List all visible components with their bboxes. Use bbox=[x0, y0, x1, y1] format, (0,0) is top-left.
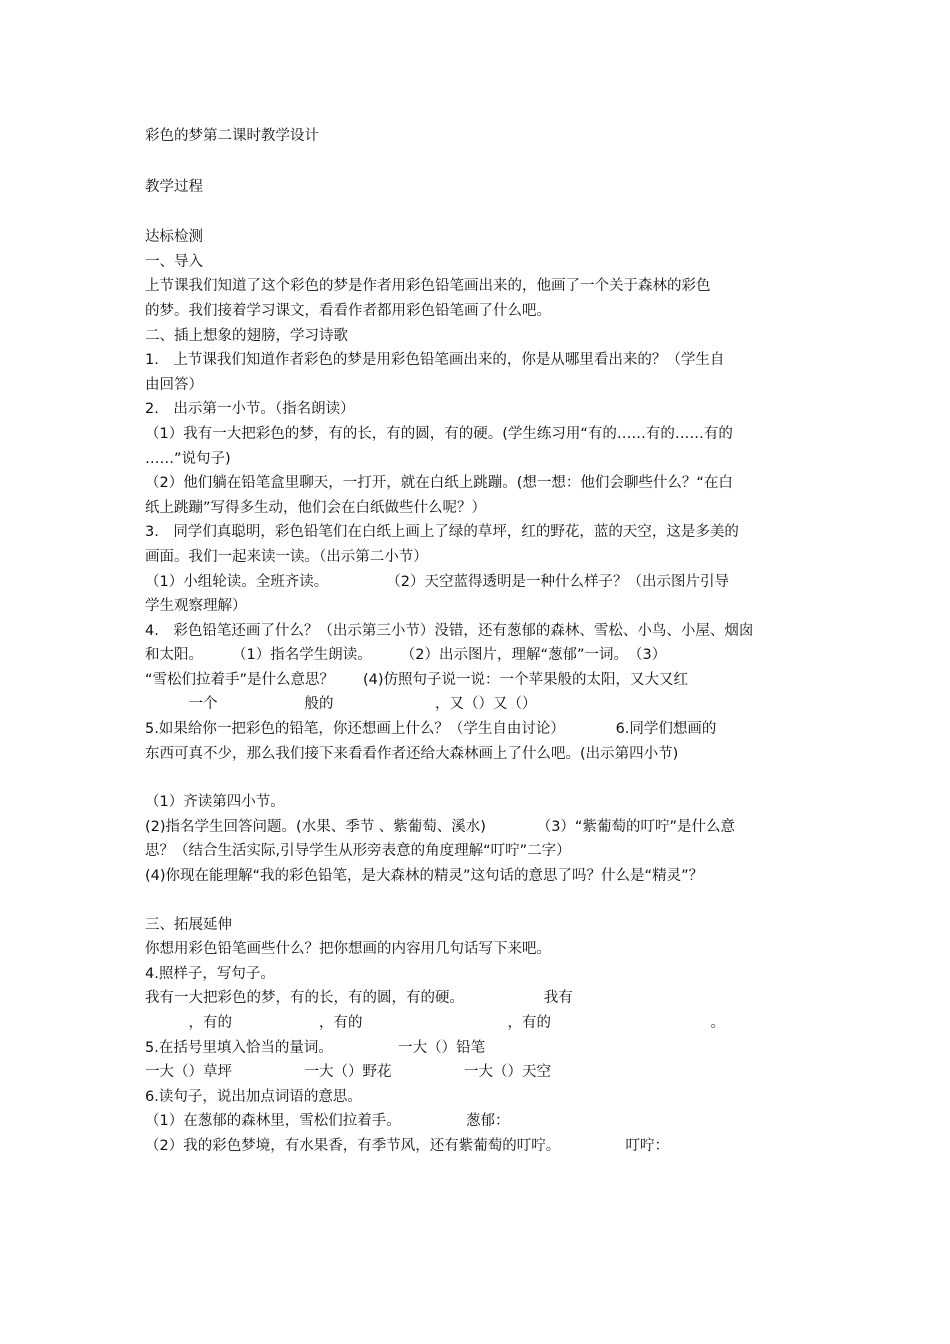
document-title: 彩色的梦第二课时教学设计 bbox=[145, 128, 319, 144]
text-line: （1）在葱郁的森林里，雪松们拉着手。 葱郁： bbox=[145, 1113, 510, 1130]
text-line: 3. 同学们真聪明，彩色铅笔们在白纸上画上了绿的草坪，红的野花，蓝的天空，这是多美的 bbox=[145, 524, 739, 541]
text-line: 6.读句子，说出加点词语的意思。 bbox=[145, 1088, 362, 1105]
text-line: 一大（）草坪 一大（）野花 一大（）天空 bbox=[145, 1064, 551, 1081]
text-line: (2)指名学生回答问题。(水果、季节 、紫葡萄、溪水) （3）“紫葡萄的叮咛”是什么意 bbox=[145, 818, 735, 835]
text-line: （1）我有一大把彩色的梦，有的长，有的圆，有的硬。(学生练习用“有的……有的……有的 bbox=[145, 425, 733, 442]
text-line: 一个 般的 ，又（）又（） bbox=[145, 696, 537, 713]
text-line: 纸上跳蹦”写得多生动，他们会在白纸做些什么呢？） bbox=[145, 499, 487, 516]
text-line: 三、拓展延伸 bbox=[145, 916, 232, 933]
lesson-section bbox=[145, 250, 811, 766]
text-line: 画面。我们一起来读一读。（出示第二小节） bbox=[145, 548, 428, 565]
document-body bbox=[145, 124, 811, 1159]
text-line: 2. 出示第一小节。（指名朗读） bbox=[145, 401, 355, 418]
text-line: （1）小组轮读。全班齐读。 （2）天空蓝得透明是一种什么样子？（出示图片引导 bbox=[145, 573, 729, 590]
text-line: 和太阳。 （1）指名学生朗读。 （2）出示图片，理解“葱郁”一词。 （3） bbox=[145, 647, 667, 664]
check-heading: 达标检测 bbox=[145, 229, 203, 246]
extension-section bbox=[145, 913, 811, 1159]
text-line: 学生观察理解） bbox=[145, 598, 247, 615]
text-line: 你想用彩色铅笔画些什么？把你想画的内容用几句话写下来吧。 bbox=[145, 941, 551, 958]
text-line: 我有一大把彩色的梦，有的长，有的圆，有的硬。 我有 bbox=[145, 990, 573, 1007]
text-line: 东西可真不少，那么我们接下来看看作者还给大森林画上了什么吧。(出示第四小节) bbox=[145, 745, 679, 762]
text-line: 1. 上节课我们知道作者彩色的梦是用彩色铅笔画出来的，你是从哪里看出来的？（学生自 bbox=[145, 352, 725, 369]
text-line: 4. 彩色铅笔还画了什么？（出示第三小节）没错，还有葱郁的森林、雪松、小鸟、小屋、烟囱 bbox=[145, 622, 754, 639]
text-line: 4.照样子，写句子。 bbox=[145, 965, 275, 982]
text-line: 二、插上想象的翅膀，学习诗歌 bbox=[145, 327, 348, 344]
text-line: （2）他们躺在铅笔盒里聊天，一打开，就在白纸上跳蹦。(想一想：他们会聊些什么？“在白 bbox=[145, 475, 733, 492]
text-line: 上节课我们知道了这个彩色的梦是作者用彩色铅笔画出来的，他画了一个关于森林的彩色 bbox=[145, 278, 711, 295]
text-line: “雪松们拉着手”是什么意思？ (4)仿照句子说一说：一个苹果般的太阳，又大又红 bbox=[145, 671, 689, 688]
text-line: 由回答） bbox=[145, 376, 203, 393]
text-line: (4)你现在能理解“我的彩色铅笔，是大森林的精灵”这句话的意思了吗？什么是“精灵”？ bbox=[145, 868, 704, 885]
text-line: 5.在括号里填入恰当的量词。 一大（）铅笔 bbox=[145, 1039, 486, 1056]
text-line: ，有的 ，有的 ，有的 。 bbox=[145, 1015, 725, 1031]
text-line: 的梦。我们接着学习课文，看看作者都用彩色铅笔画了什么吧。 bbox=[145, 302, 551, 319]
text-line: 一、导入 bbox=[145, 253, 203, 270]
text-line: ……”说句子) bbox=[145, 450, 231, 467]
discussion-section bbox=[145, 790, 811, 888]
text-line: 思？（结合生活实际,引导学生从形旁表意的角度理解“叮咛”二字） bbox=[145, 843, 571, 860]
text-line: （2）我的彩色梦境，有水果香，有季节风，还有紫葡萄的叮咛。 叮咛： bbox=[145, 1137, 669, 1154]
text-line: （1）齐读第四小节。 bbox=[145, 794, 285, 811]
process-heading: 教学过程 bbox=[145, 178, 203, 195]
text-line: 5.如果给你一把彩色的铅笔，你还想画上什么？（学生自由讨论） 6.同学们想画的 bbox=[145, 721, 717, 738]
